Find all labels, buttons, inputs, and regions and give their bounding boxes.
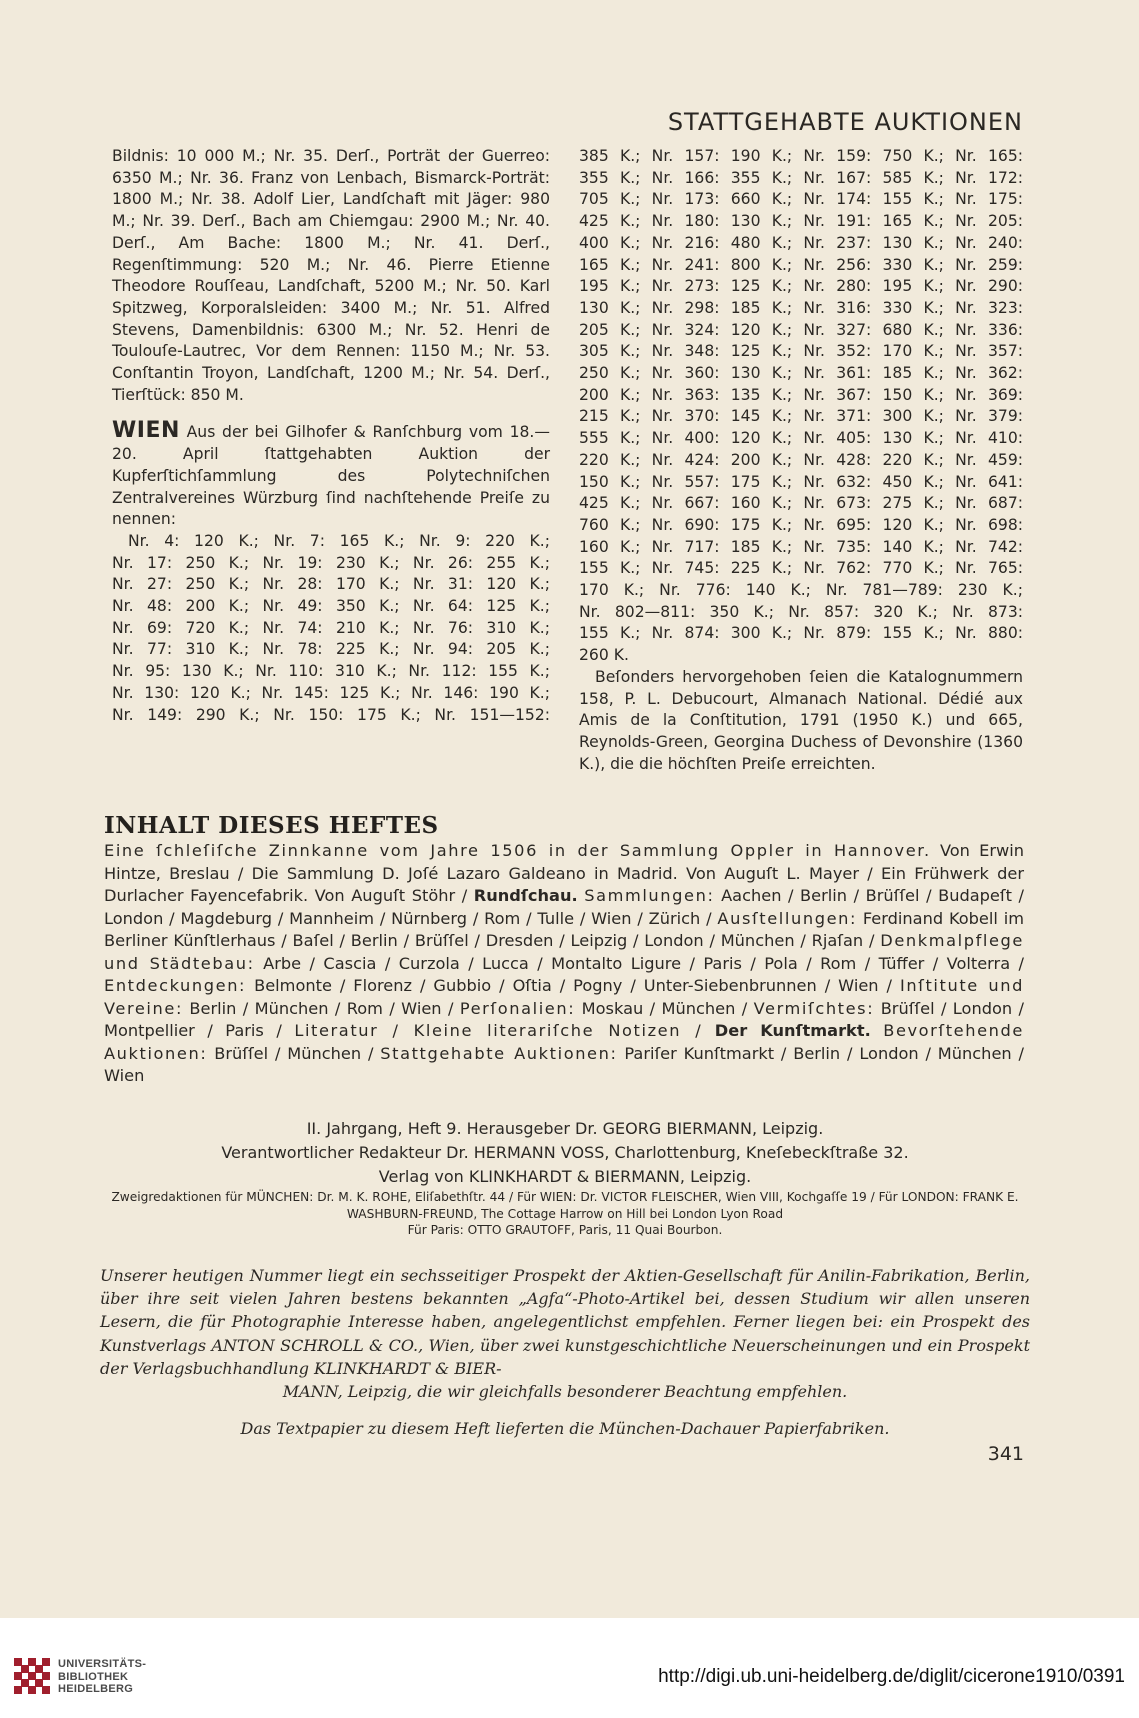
price-line: Nr. 17: 250 K.; Nr. 19: 230 K.; Nr. 26: 255 K.;: [112, 553, 550, 572]
digitization-footer: [0, 1618, 1139, 1718]
masthead-paris: Für Paris: OTTO GRAUTOFF, Paris, 11 Quai Bourbon.: [407, 1223, 723, 1237]
price-line: Nr. 27: 250 K.; Nr. 28: 170 K.; Nr. 31: 120 K.;: [112, 575, 550, 594]
section-label: Literatur / Kleine literariſche Notizen /: [294, 1021, 703, 1040]
page-number: 341: [987, 1443, 1024, 1465]
source-url-link[interactable]: http://digi.ub.uni-heidelberg.de/diglit/cicerone1910/0391: [658, 1666, 1125, 1687]
price-line: Nr. 48: 200 K.; Nr. 49: 350 K.; Nr. 64: 125 K.;: [112, 597, 550, 616]
section-label: Sammlungen:: [584, 886, 715, 905]
advertising-notice: [100, 1264, 1030, 1403]
section-items: Berlin / München / Rom / Wien /: [189, 998, 454, 1018]
section-items: Ferdinand Kobell im Berliner Künſtlerhaus / Baſel / Berlin / Brüſſel / Dresden / Leipzig / London / München / Rjaſan /: [104, 908, 1024, 950]
section-label: Ausſtellungen:: [717, 908, 858, 928]
price-line: 260 K.: [579, 646, 629, 665]
section-label: Vermiſchtes:: [753, 998, 875, 1018]
library-name-line: BIBLIOTHEK: [58, 1670, 129, 1683]
library-name-line: HEIDELBERG: [58, 1683, 134, 1695]
notice-last-line: MANN, Leipzig, die wir gleichfalls besonderer Beachtung empfehlen.: [282, 1382, 848, 1402]
contents-heading: INHALT DIESES HEFTES: [104, 812, 439, 839]
price-line: 155 K.; Nr. 874: 300 K.; Nr. 879: 155 K.; Nr. 880:: [579, 624, 1023, 643]
price-line: 400 K.; Nr. 216: 480 K.; Nr. 237: 130 K.; Nr. 240:: [579, 233, 1023, 252]
price-line: Nr. 149: 290 K.; Nr. 150: 175 K.; Nr. 151—152:: [112, 705, 550, 724]
intro-paragraph: Bildnis: 10 000 M.; Nr. 35. Derſ., Porträt der Guerreo: 6350 M.; Nr. 36. Franz von Lenbach, Bismarck-Porträt: 1800 M.; Nr. 38. Adolf Lier, Landſchaft mit Jäger: 980 M.; Nr. 39. Derſ., Bach am Chiemgau: 2900 M.; Nr. 40. Derſ., Am Bache: 1800 M.; Nr. 41. Derſ., Regenſtimmung: 520 M.; Nr. 46. Pierre Etienne Theodore Rouſſeau, Landſchaft, 5200 M.; Nr. 50. Karl Spitzweg, Korporalsleiden: 3400 M.; Nr. 51. Alfred Stevens, Damenbildnis: 6300 M.; Nr. 52. Henri de Toulouſe-Lautrec, Vor dem Rennen: 1150 M.; Nr. 53. Conſtantin Troyon, Landſchaft, 1200 M.; Nr. 54. Derſ., Tierſtück: 850 M.: [112, 147, 550, 404]
price-line: 150 K.; Nr. 557: 175 K.; Nr. 632: 450 K.; Nr. 641:: [579, 472, 1023, 491]
kunstmarkt-label: Der Kunſtmarkt.: [714, 1021, 871, 1040]
right-price-list: [579, 146, 1023, 667]
running-header: STATTGEHABTE AUKTIONEN: [667, 108, 1023, 136]
section-label: Inſtitute und Vereine:: [104, 976, 1025, 1018]
left-price-list: [112, 531, 550, 726]
section-label: Perſonalien:: [459, 998, 576, 1018]
masthead-issue: II. Jahrgang, Heft 9. Herausgeber Dr. GEORG BIERMANN, Leipzig.: [306, 1119, 824, 1138]
wien-paragraph: [112, 420, 550, 531]
rundschau-label: Rundſchau.: [473, 886, 578, 905]
table-of-contents: [104, 840, 1024, 1088]
contents-articles: Von Erwin Hintze, Breslau / Die Sammlung D. Joſé Lazaro Galdeano in Madrid. Von Auguſt L. Mayer / Ein Frühwerk der Durlacher Fayencefabrik. Von Auguſt Stöhr /: [104, 841, 1024, 905]
wien-text: Aus der bei Gilhofer & Ranſchburg vom 18.—20. April ſtattgehabten Auktion der Kupferſtichſammlung des Polytechniſchen Zentralvereines Würzburg ſind nachſtehende Preiſe zu nennen:: [112, 423, 550, 529]
price-line: 385 K.; Nr. 157: 190 K.; Nr. 159: 750 K.; Nr. 165:: [579, 147, 1023, 165]
price-line: 160 K.; Nr. 717: 185 K.; Nr. 735: 140 K.; Nr. 742:: [579, 537, 1023, 556]
paper-note: Das Textpapier zu diesem Heft lieferten die München-Dachauer Papierfabriken.: [240, 1419, 890, 1438]
library-name-line: UNIVERSITÄTS-: [58, 1658, 147, 1670]
price-line: 305 K.; Nr. 348: 125 K.; Nr. 352: 170 K.; Nr. 357:: [579, 342, 1023, 361]
library-name: [58, 1658, 146, 1696]
price-line: 215 K.; Nr. 370: 145 K.; Nr. 371: 300 K.; Nr. 379:: [579, 407, 1023, 426]
section-items: Aachen / Berlin / Brüſſel / Budapeſt / London / Magdeburg / Mannheim / Nürnberg / Rom / Tulle / Wien / Zürich /: [104, 886, 1024, 928]
price-line: Nr. 4: 120 K.; Nr. 7: 165 K.; Nr. 9: 220 K.;: [128, 531, 550, 550]
section-label: Stattgehabte Auktionen:: [380, 1043, 618, 1063]
section-items: Pariſer Kunſtmarkt / Berlin / London / München / Wien: [104, 1043, 1024, 1085]
price-line: 195 K.; Nr. 273: 125 K.; Nr. 280: 195 K.; Nr. 290:: [579, 277, 1023, 296]
notice-text: Unserer heutigen Nummer liegt ein sechsseitiger Prospekt der Aktien-Gesellschaft für Anilin-Fabrikation, Berlin, über ihre seit vielen Jahren bestens bekannten „Agfa“-Photo-Artikel bei, dessen Studium wir allen unseren Lesern, die für Photographie Interesse haben, angelegentlichst empfehlen. Ferner liegen bei: ein Prospekt des Kunstverlags ANTON SCHROLL & CO., Wien, über zwei kunstgeschichtliche Neuerscheinungen und ein Prospekt der Verlagsbuchhandlung KLINKHARDT & BIER-: [100, 1266, 1030, 1378]
price-line: 205 K.; Nr. 324: 120 K.; Nr. 327: 680 K.; Nr. 336:: [579, 320, 1023, 339]
price-line: 130 K.; Nr. 298: 185 K.; Nr. 316: 330 K.; Nr. 323:: [579, 298, 1023, 317]
price-line: 220 K.; Nr. 424: 200 K.; Nr. 428: 220 K.; Nr. 459:: [579, 450, 1023, 469]
masthead: [100, 1117, 1030, 1239]
section-items: Brüſſel / München /: [214, 1043, 374, 1063]
section-items: Brüſſel / London / Montpellier / Paris /: [104, 998, 1024, 1040]
contents-article-1: Eine ſchleſiſche Zinnkanne vom Jahre 1506 in der Sammlung Oppler in Hannover.: [104, 841, 931, 860]
wien-heading: WIEN: [112, 418, 180, 444]
section-items: Belmonte / Florenz / Gubbio / Oſtia / Pogny / Unter-Siebenbrunnen / Wien /: [254, 976, 892, 995]
section-label: Entdeckungen:: [104, 976, 247, 995]
price-line: 170 K.; Nr. 776: 140 K.; Nr. 781—789: 230 K.;: [579, 581, 1023, 600]
price-line: 250 K.; Nr. 360: 130 K.; Nr. 361: 185 K.; Nr. 362:: [579, 364, 1023, 383]
price-line: Nr. 77: 310 K.; Nr. 78: 225 K.; Nr. 94: 205 K.;: [112, 640, 550, 659]
right-column: [579, 146, 1023, 775]
library-logo-icon: [12, 1656, 52, 1696]
price-line: Nr. 130: 120 K.; Nr. 145: 125 K.; Nr. 146: 190 K.;: [112, 683, 550, 702]
section-items: Moskau / München /: [581, 998, 748, 1018]
price-line: 555 K.; Nr. 400: 120 K.; Nr. 405: 130 K.; Nr. 410:: [579, 429, 1023, 448]
section-label: Bevorſtehende Auktionen:: [104, 1021, 1024, 1063]
closing-paragraph: Beſonders hervorgehoben ſeien die Katalognummern 158, P. L. Debucourt, Almanach National. Dédié aux Amis de la Conſtitution, 1791 (1950 K.) und 665, Reynolds-Green, Georgina Duchess of Devonshire (1360 K.), die die höchſten Preiſe erreichten.: [579, 667, 1023, 773]
price-line: 355 K.; Nr. 166: 355 K.; Nr. 167: 585 K.; Nr. 172:: [579, 168, 1023, 187]
price-line: 165 K.; Nr. 241: 800 K.; Nr. 256: 330 K.; Nr. 259:: [579, 255, 1023, 274]
section-items: Arbe / Cascia / Curzola / Lucca / Montalto Ligure / Paris / Pola / Rom / Tüffer / Volterra /: [263, 953, 1025, 973]
price-line: 425 K.; Nr. 180: 130 K.; Nr. 191: 165 K.; Nr. 205:: [579, 212, 1023, 231]
price-line: Nr. 95: 130 K.; Nr. 110: 310 K.; Nr. 112: 155 K.;: [112, 662, 550, 681]
price-line: 760 K.; Nr. 690: 175 K.; Nr. 695: 120 K.; Nr. 698:: [579, 515, 1023, 534]
section-label: Denkmalpflege und Städtebau:: [104, 931, 1024, 973]
price-line: 155 K.; Nr. 745: 225 K.; Nr. 762: 770 K.; Nr. 765:: [579, 559, 1023, 578]
masthead-publisher: Verlag von KLINKHARDT & BIERMANN, Leipzig.: [378, 1167, 752, 1186]
left-column: [112, 146, 550, 726]
masthead-editor: Verantwortlicher Redakteur Dr. HERMANN VOSS, Charlottenburg, Kneſebeckſtraße 32.: [221, 1143, 909, 1162]
price-line: Nr. 802—811: 350 K.; Nr. 857: 320 K.; Nr. 873:: [579, 602, 1023, 621]
price-line: Nr. 69: 720 K.; Nr. 74: 210 K.; Nr. 76: 310 K.;: [112, 618, 550, 637]
price-line: 705 K.; Nr. 173: 660 K.; Nr. 174: 155 K.; Nr. 175:: [579, 190, 1023, 209]
price-line: 425 K.; Nr. 667: 160 K.; Nr. 673: 275 K.; Nr. 687:: [579, 494, 1023, 513]
price-line: 200 K.; Nr. 363: 135 K.; Nr. 367: 150 K.; Nr. 369:: [579, 385, 1023, 404]
masthead-branches: Zweigredaktionen für MÜNCHEN: Dr. M. K. ROHE, Eliſabethſtr. 44 / Für WIEN: Dr. VICTOR FLEISCHER, Wien VIII, Kochgaſſe 19 / Für LONDON: FRANK E. WASHBURN-FREUND, The Cottage Harrow on Hill bei London Lyon Road: [111, 1190, 1019, 1221]
